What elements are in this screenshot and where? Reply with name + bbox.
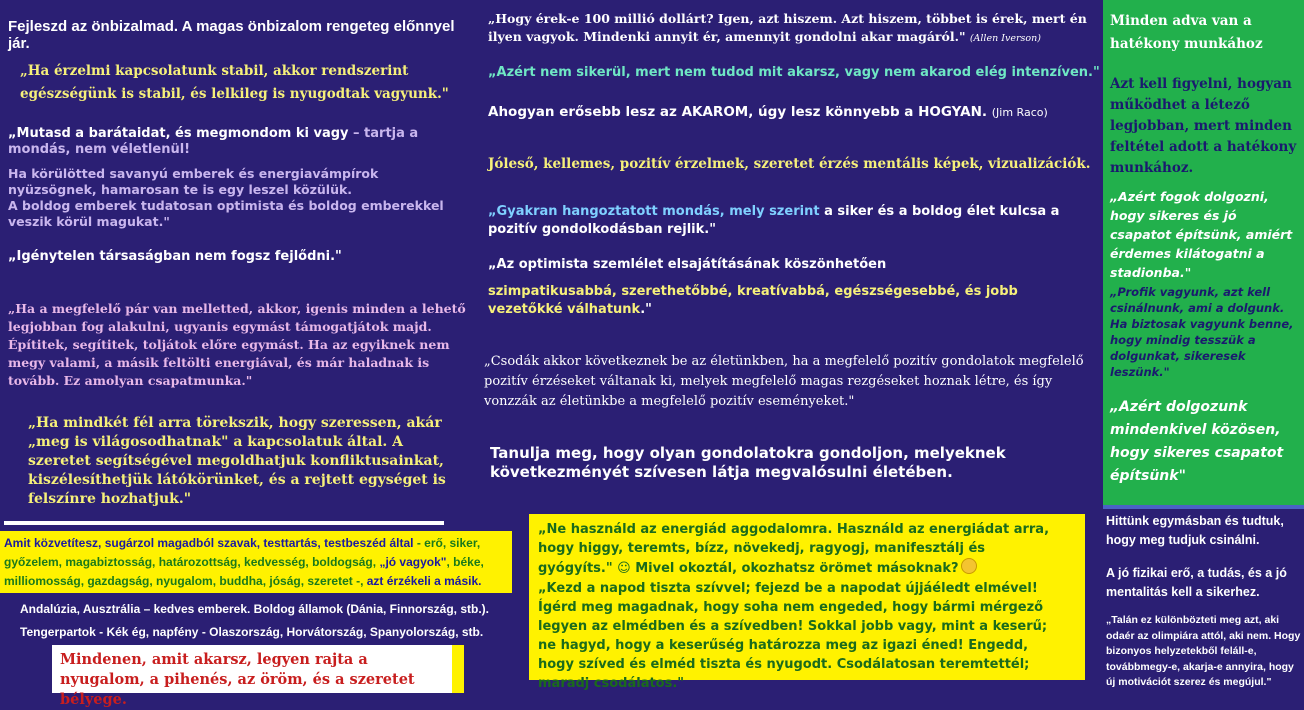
smile-emoji-icon <box>961 558 977 574</box>
quote-energy-worry-b: Mivel okoztál, okozhatsz örömet másoknak? <box>630 561 959 576</box>
quote-friends-rest: – tartja a mondás, nem véletlenül! <box>8 126 419 157</box>
quote-positive-thinking <box>488 203 1088 239</box>
quote-akarom <box>488 104 1100 120</box>
quote-miracles: „Csodák akkor következnek be az életünkben, ha a megfelelő pozitív gondolatok megfelelő pozitív érzéseket váltanak ki, melyek megfelelő magas rezgéseket hoznak létre, és így vonzzák az életünkbe a megfelelő pozitív eseményeket." <box>484 354 1084 409</box>
right-success-factors: A jó fizikai erő, a tudás, és a jó mentalitás kell a sikerhez. <box>1106 566 1287 599</box>
smile-icon: ☺ <box>617 561 631 576</box>
transmission-blue3: azt érzékeli a másik. <box>366 574 482 588</box>
quote-iverson <box>488 10 1100 48</box>
right-efficient-work: Azt kell figyelni, hogyan működhet a létező legjobban, mert minden feltétel adott a hatékony munkához. <box>1110 76 1297 176</box>
right-quote-professionals: „Profik vagyunk, azt kell csinálnunk, ami a dolgunk. Ha biztosak vagyunk benne, hogy mindig tesszük a dolgunkat, sikeresek leszünk." <box>1110 285 1294 379</box>
quote-energy-vampires-2: A boldog emberek tudatosan optimista és boldog emberekkel veszik körül magukat." <box>8 198 444 229</box>
transmission-green: - erő, siker, győzelem, magabiztosság, határozottság, kedvesség, boldogság, <box>4 536 481 569</box>
divider-line <box>4 521 444 525</box>
quote-right-partner: „Ha a megfelelő pár van melletted, akkor, igenis minden a lehető legjobban fog alakulni, ugyanis egymást támogatjátok majd. Építitek, segítitek, toljátok előre egymást. Ha az egyiknek nem megy valami, a másik feltölti energiával, és már haladnak is tovább. Ez amolyan csapatmunka." <box>8 301 466 388</box>
transmission-text <box>4 534 512 591</box>
right-olympics: „Talán ez különbözteti meg azt, aki odaér az olimpiára attól, aki nem. Hogy bizonyos helyzetekből feláll-e, továbbmegy-e, akarja-e annyira, hogy új motivációt szerez és megújul." <box>1106 614 1301 688</box>
quote-optimism-end: ." <box>640 302 652 317</box>
quote-positive-thinking-blue: „Gyakran hangoztatott mondás, mely szerint <box>488 204 820 219</box>
quote-emotional-stability: „Ha érzelmi kapcsolatunk stabil, akkor rendszerint egészségünk is stabil, és lelkileg is nyugodtak vagyunk." <box>20 63 449 102</box>
quote-intensity: „Azért nem sikerül, mert nem tudod mit akarsz, vagy nem akarod elég intenzíven." <box>488 65 1100 80</box>
quote-optimism-list <box>488 283 1088 319</box>
transmission-blue: Amit közvetítesz, sugárzol magadból szavak, testtartás, testbeszéd által <box>4 536 414 550</box>
right-quote-stadium: „Azért fogok dolgozni, hogy sikeres és jó csapatot építsünk, amiért érdemes kilátogatni a stadionba." <box>1110 189 1293 280</box>
quote-positive-thinking-rest: a siker és a boldog élet kulcsa a pozitív gondolkodásban rejlik." <box>488 204 1060 237</box>
quote-learn-thoughts: Tanulja meg, hogy olyan gondolatokra gondoljon, melyeknek következményét szívesen látja megvalósulni életében. <box>490 444 1006 481</box>
quote-iverson-text: „Hogy érek-e 100 millió dollárt? Igen, azt hiszem. Azt hiszem, többet is érek, mert én ilyen vagyok. Mindenki annyit ér, amennyit gondolni akar magáról." <box>488 11 1087 44</box>
quote-optimism: „Az optimista szemlélet elsajátításának köszönhetően <box>488 257 887 272</box>
left-header: Fejleszd az önbizalmad. A magas önbizalom rengeteg előnnyel jár. <box>8 18 455 52</box>
quote-friends <box>8 126 428 158</box>
quote-energy-vampires <box>8 166 458 230</box>
places-line-2: Tengerpartok - Kék ég, napfény - Olaszország, Horvátország, Spanyolország, stb. <box>20 625 484 639</box>
quote-optimism-yellow: szimpatikusabbá, szerethetőbbé, kreatívabbá, egészségesebbé, és jobb vezetőkké válhatunk <box>488 284 1018 317</box>
quote-friends-main: „Mutasd a barátaidat, és megmondom ki vagy <box>8 126 349 141</box>
transmission-green2: , béke, milliomosság, gazdagság, nyugalom, buddha, jóság, szeretet -, <box>4 555 484 588</box>
quote-akarom-author: (Jim Raco) <box>991 106 1048 119</box>
right-believed: Hittünk egymásban és tudtuk, hogy meg tudjuk csinálni. <box>1106 514 1284 547</box>
places-line-1: Andalúzia, Ausztrália – kedves emberek. Boldog államok (Dánia, Finnország, stb.). <box>20 602 490 616</box>
quote-love-enlightenment: „Ha mindkét fél arra törekszik, hogy szeressen, akár „meg is világosodhatnak" a kapcsolatuk által. A szeretet segítségével megoldhatjuk konfliktusainkat, kiszélesíthetjük látókörünket, és a rejtett egységet is felszínre hozhatjuk." <box>28 415 446 507</box>
quote-energy-worry <box>538 520 1062 578</box>
transmission-blue2: „jó vagyok" <box>379 555 447 569</box>
quote-energy-vampires-1: Ha körülötted savanyú emberek és energiavámpírok nyüzsögnek, hamarosan te is egy leszel közülük. <box>8 166 379 197</box>
quote-iverson-author: (Allen Iverson) <box>969 33 1041 44</box>
quote-positive-feelings: Jóleső, kellemes, pozitív érzelmek, szeretet érzés mentális képek, vizualizációk. <box>488 156 1091 172</box>
quote-clean-heart: „Kezd a napod tiszta szívvel; fejezd be a napodat újjáéledt elmével! Ígérd meg magadnak, hogy soha nem engeded, hogy bármi mérgező legyen az elmédben és a szívedben! Sokkal jobb vagy, mint a keserű; ne hagyd, hogy a keserűség határozza meg az igazi éned! Engedd, hogy szíved és elméd tiszta és nyugodt. Csodálatosan teremtettél; maradj csodálatos." <box>538 581 1048 691</box>
quote-akarom-text: Ahogyan erősebb lesz az AKAROM, úgy lesz könnyebb a HOGYAN. <box>488 104 988 120</box>
quote-undemanding-company: „Igénytelen társaságban nem fogsz fejlődni." <box>8 249 342 264</box>
right-quote-together: „Azért dolgozunk mindenkivel közösen, hogy sikeres csapatot építsünk" <box>1110 399 1284 484</box>
red-quote: Mindenen, amit akarsz, legyen rajta a nyugalom, a pihenés, az öröm, és a szeretet bélyege. <box>60 651 415 708</box>
right-title: Minden adva van a hatékony munkához <box>1110 13 1263 52</box>
quote-energy-worry-text: „Ne használd az energiád aggodalomra. Használd az energiádat arra, hogy higgy, teremts, bízz, növekedj, ragyogj, manifesztálj és gyógyíts." <box>538 522 1050 576</box>
